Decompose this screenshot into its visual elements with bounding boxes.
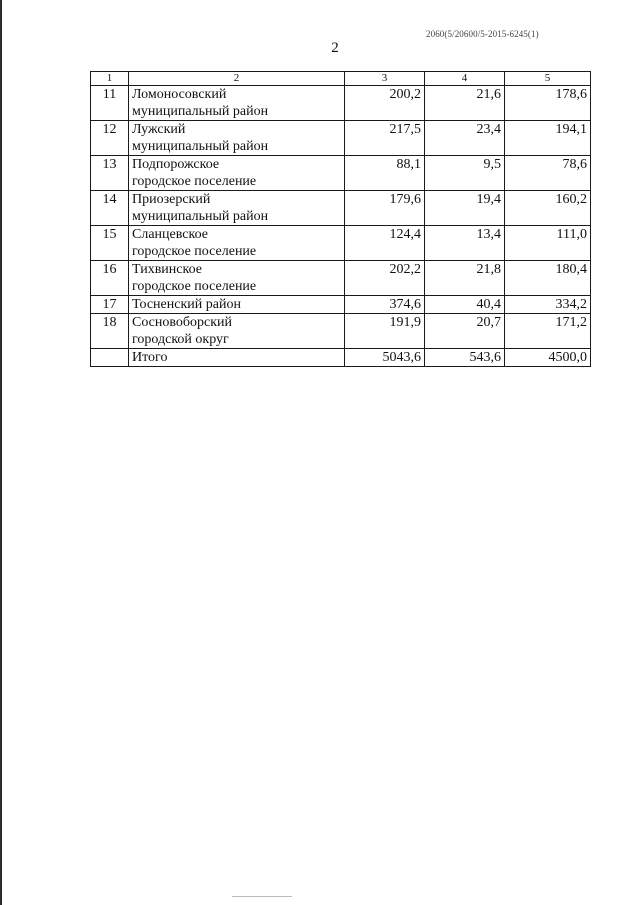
row-name-line: городское поселение <box>132 279 257 294</box>
row-number: 16 <box>91 261 129 296</box>
value-col3: 124,4 <box>345 226 425 261</box>
row-name <box>129 191 345 226</box>
table-row <box>91 314 591 349</box>
row-name <box>129 156 345 191</box>
total-number <box>91 349 129 367</box>
document-id: 2060(5/20600/5-2015-6245(1) <box>426 29 539 39</box>
column-header: 3 <box>345 72 425 86</box>
total-col4: 543,6 <box>425 349 505 367</box>
row-name <box>129 261 345 296</box>
total-col3: 5043,6 <box>345 349 425 367</box>
value-col3: 179,6 <box>345 191 425 226</box>
row-name-line: Ломоносовский <box>132 87 227 102</box>
row-name <box>129 121 345 156</box>
value-col4: 23,4 <box>425 121 505 156</box>
value-col3: 200,2 <box>345 86 425 121</box>
column-header: 1 <box>91 72 129 86</box>
row-number: 12 <box>91 121 129 156</box>
row-name-line: Подпорожское <box>132 157 220 172</box>
row-name-line: Тихвинское <box>132 262 202 277</box>
row-name-line: Тосненский район <box>132 297 241 312</box>
total-row <box>91 349 591 367</box>
row-name-line: Лужский <box>132 122 186 137</box>
value-col3: 374,6 <box>345 296 425 314</box>
row-number: 14 <box>91 191 129 226</box>
row-name-line: городское поселение <box>132 174 257 189</box>
table-row <box>91 191 591 226</box>
value-col5: 111,0 <box>505 226 591 261</box>
row-name <box>129 86 345 121</box>
value-col4: 20,7 <box>425 314 505 349</box>
row-name-line: городское поселение <box>132 244 257 259</box>
row-name <box>129 296 345 314</box>
table-row <box>91 226 591 261</box>
row-name-line: муниципальный район <box>132 209 269 224</box>
table-row <box>91 261 591 296</box>
value-col4: 21,6 <box>425 86 505 121</box>
row-name-line: муниципальный район <box>132 104 269 119</box>
value-col5: 78,6 <box>505 156 591 191</box>
value-col3: 217,5 <box>345 121 425 156</box>
table-row <box>91 156 591 191</box>
value-col3: 202,2 <box>345 261 425 296</box>
value-col3: 191,9 <box>345 314 425 349</box>
page-edge-line <box>0 0 2 905</box>
row-number: 17 <box>91 296 129 314</box>
table-row <box>91 121 591 156</box>
value-col4: 19,4 <box>425 191 505 226</box>
value-col5: 171,2 <box>505 314 591 349</box>
table-header-row <box>91 72 591 86</box>
row-name <box>129 314 345 349</box>
row-name-line: Сланцевское <box>132 227 208 242</box>
value-col5: 194,1 <box>505 121 591 156</box>
value-col5: 334,2 <box>505 296 591 314</box>
row-name-line: муниципальный район <box>132 139 269 154</box>
value-col5: 180,4 <box>505 261 591 296</box>
row-name-line: Приозерский <box>132 192 211 207</box>
total-col5: 4500,0 <box>505 349 591 367</box>
row-name <box>129 226 345 261</box>
row-number: 11 <box>91 86 129 121</box>
row-name-line: Сосновоборский <box>132 315 233 330</box>
value-col4: 40,4 <box>425 296 505 314</box>
row-name-line: городской округ <box>132 332 229 347</box>
value-col4: 21,8 <box>425 261 505 296</box>
row-number: 15 <box>91 226 129 261</box>
row-number: 18 <box>91 314 129 349</box>
value-col3: 88,1 <box>345 156 425 191</box>
column-header: 4 <box>425 72 505 86</box>
page-number: 2 <box>331 40 339 56</box>
value-col5: 178,6 <box>505 86 591 121</box>
column-header: 5 <box>505 72 591 86</box>
value-col4: 13,4 <box>425 226 505 261</box>
row-number: 13 <box>91 156 129 191</box>
total-label: Итого <box>129 349 345 367</box>
table-row <box>91 86 591 121</box>
table-row <box>91 296 591 314</box>
value-col5: 160,2 <box>505 191 591 226</box>
data-table <box>90 71 591 367</box>
value-col4: 9,5 <box>425 156 505 191</box>
bottom-scan-mark <box>232 896 292 897</box>
column-header: 2 <box>129 72 345 86</box>
